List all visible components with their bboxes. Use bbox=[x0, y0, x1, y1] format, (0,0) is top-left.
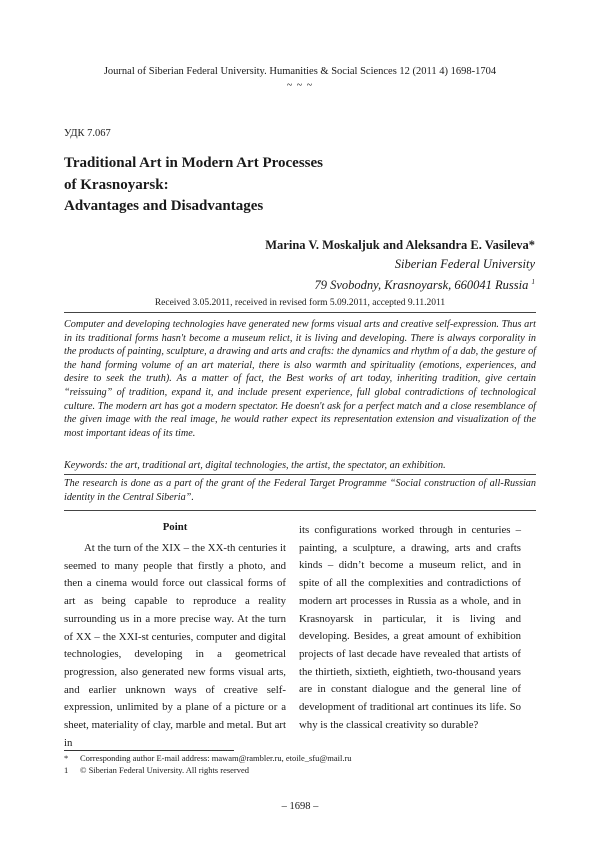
received-dates: Received 3.05.2011, received in revised form 5.09.2011, accepted 9.11.2011 bbox=[154, 298, 446, 308]
grant-note: The research is done as a part of the grant of the Federal Target Programme “Social construction of all-Russian identity in the Central Siberia”. bbox=[64, 478, 536, 503]
footnote-text: © Siberian Federal University. All rights reserved bbox=[80, 765, 250, 775]
address-footnote-mark: 1 bbox=[531, 278, 535, 286]
page-number: – 1698 – bbox=[281, 801, 319, 812]
author-block bbox=[265, 236, 535, 295]
body-column-right: its configurations worked through in centuries – painting, a sculpture, a drawing, arts and crafts kinds – didn’t become a museum relict, and in spite of all the complexities and contradictions of modern art processes in Russia as a whole, and in Krasnoyarsk in particular, it is living and developing. Besides, a great amount of exhibition projects of last decade have revealed that artists of the thirtieth, sixtieth, eightieth, two-thousand years are in constant dialogue and the general line of development of traditional art continues its life. So why is the classical creativity so durable? bbox=[299, 524, 521, 731]
body-column-left: At the turn of the XIX – the XX-th centuries it seemed to many people that firstly a photo, and then a cinema would force out classical forms of art as being capable to reproduce a reality surrounding us in a more precise way. At the turn of XX – the XXI-st centuries, computer and digital technologies, developing in a geometrical progression, also generated new forms visual arts, and earlier unknown ways of creative self-expression, unlimited by a plane of a picture or a sheet, materiality of clay, marble and metal. But art in bbox=[64, 542, 286, 749]
keywords: Keywords: the art, traditional art, digital technologies, the artist, the spectator, an exhibition. bbox=[64, 460, 446, 471]
journal-header: Journal of Siberian Federal University. Humanities & Social Sciences 12 (2011 4) 1698-1704 bbox=[103, 66, 497, 77]
title-line-2: of Krasnoyarsk: bbox=[64, 176, 169, 193]
title-line-1: Traditional Art in Modern Art Processes bbox=[64, 155, 323, 171]
keywords-rule bbox=[64, 474, 536, 475]
address-text: 79 Svobodny, Krasnoyarsk, 660041 Russia bbox=[314, 278, 529, 293]
footnote-corresponding bbox=[64, 753, 352, 764]
header-ornament: ~ ~ ~ bbox=[286, 80, 314, 91]
footnote-mark: 1 bbox=[64, 765, 69, 775]
footnote-copyright bbox=[64, 765, 249, 776]
author-names: Marina V. Moskaljuk and Aleksandra E. Vasileva* bbox=[265, 238, 535, 252]
author-affiliation: Siberian Federal University bbox=[394, 256, 535, 271]
article-title bbox=[64, 153, 323, 218]
udc-code: УДК 7.067 bbox=[64, 128, 111, 139]
footnote-mark: * bbox=[64, 753, 69, 763]
abstract-top-rule bbox=[64, 312, 536, 313]
footnote-rule bbox=[64, 750, 234, 751]
abstract-bottom-rule bbox=[64, 510, 536, 511]
author-address bbox=[265, 273, 535, 295]
section-heading: Point bbox=[162, 521, 188, 533]
title-line-3: Advantages and Disadvantages bbox=[64, 198, 264, 214]
abstract: Computer and developing technologies have generated new forms visual arts and creative self-expression. Thus art in its traditional forms hasn't become a museum relict, it is living and developing. There is always corporality in the products of painting, sculpture, a drawing and arts and crafts: the dynamics and rhythm of a dab, the gesture of the hand forming volume of an art material, there is also warmth and spirituality (emotions, experiences, and desire to seek the truth). As a matter of fact, the Best works of art today, inheriting tradition, give certain “reissuing” of tradition, expand it, and include present experience, full global contradictions of technological culture. The modern art has got a modern spectator. He doesn't ask for a perfect match and a close resemblance of the given image with the real image, he would rather expect its representation extension and visualization of the most important ideas of its time. bbox=[64, 319, 536, 439]
footnote-text: Corresponding author E-mail address: mawam@rambler.ru, etoile_sfu@mail.ru bbox=[80, 753, 352, 763]
